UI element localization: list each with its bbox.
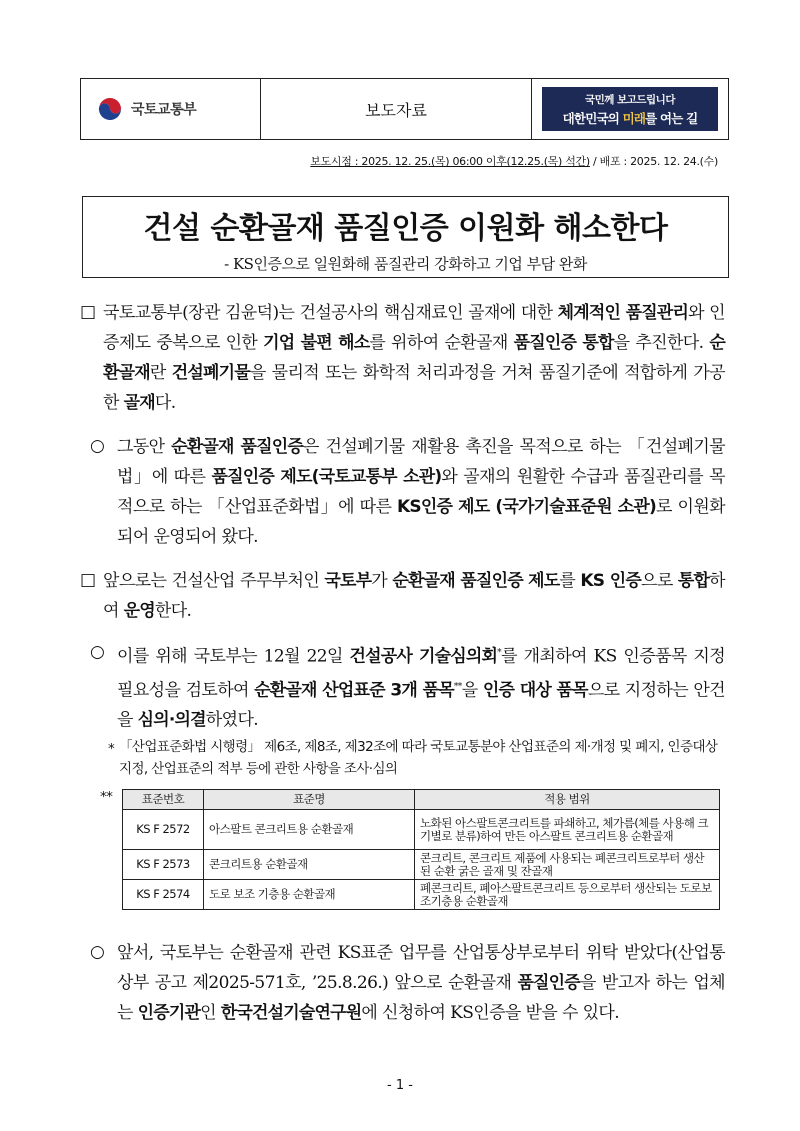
circle-bullet-icon: ○	[90, 642, 105, 662]
standards-table	[122, 789, 720, 910]
press-header	[80, 78, 729, 140]
page-number: - 1 -	[387, 1078, 413, 1093]
table-row	[123, 850, 720, 880]
standard-scope: 폐콘크리트, 폐아스팔트콘크리트 등으로부터 생산되는 도로보조기층용 순환골재	[415, 880, 720, 910]
circle-bullet-icon: ○	[90, 436, 105, 456]
table-row	[123, 880, 720, 910]
doc-type: 보도자료	[365, 100, 427, 120]
dateline: 보도시점 : 2025. 12. 25.(목) 06:00 이후(12.25.(목) 석간) / 배포 : 2025. 12. 24.(수)	[310, 155, 718, 168]
slogan-cell	[531, 79, 728, 139]
square-bullet-icon: □	[80, 570, 97, 590]
page-title: 건설 순환골재 품질인증 이원화 해소한다	[143, 211, 668, 246]
taegeuk-icon	[95, 94, 125, 124]
slogan-banner	[542, 87, 718, 131]
paragraph-5: 앞서, 국토부는 순환골재 관련 KS표준 업무를 산업통상부로부터 위탁 받았다(산업통상부 공고 제2025-571호, ’25.8.26.) 앞으로 순환골재 품질인증을 받고자 하는 업체는 인증기관인 한국건설기술연구원에 신청하여 KS인증을 받을 수 있다.	[117, 943, 725, 1023]
paragraph-3: 앞으로는 건설산업 주무부처인 국토부가 순환골재 품질인증 제도를 KS 인증으로 통합하여 운영한다.	[103, 571, 725, 621]
circle-bullet-icon: ○	[90, 942, 105, 962]
standard-name: 아스팔트 콘크리트용 순환골재	[204, 810, 415, 850]
ministry-logo	[81, 79, 261, 139]
col-header: 적용 범위	[415, 790, 720, 810]
embargo-time: 보도시점 : 2025. 12. 25.(목) 06:00 이후(12.25.(목) 석간)	[310, 155, 590, 168]
title-box	[82, 196, 729, 278]
footnote-star-mark: *	[108, 741, 115, 757]
standard-number: KS F 2572	[123, 810, 204, 850]
square-bullet-icon: □	[80, 302, 97, 322]
page-subtitle: - KS인증으로 일원화해 품질관리 강화하고 기업 부담 완화	[224, 255, 587, 273]
table-header-row	[123, 790, 720, 810]
standard-scope: 콘크리트, 콘크리트 제품에 사용되는 폐콘크리트로부터 생산된 순환 굵은 골재 및 잔골재	[415, 850, 720, 880]
banner-line1: 국민께 보고드립니다	[585, 93, 675, 106]
ministry-name: 국토교통부	[131, 102, 197, 118]
paragraph-2: 그동안 순환골재 품질인증은 건설폐기물 재활용 촉진을 목적으로 하는 「건설폐기물법」에 따른 품질인증 제도(국토교통부 소관)와 골재의 원활한 수급과 품질관리를 목적으로 하는 「산업표준화법」에 따른 KS인증 제도 (국가기술표준원 소관)로 이원화되어 운영되어 왔다.	[117, 437, 726, 547]
footnote-dstar-mark: **	[100, 789, 113, 805]
banner-line2: 대한민국의 미래를 여는 길	[562, 110, 698, 126]
standard-name: 콘크리트용 순환골재	[204, 850, 415, 880]
distribution-date: 배포 : 2025. 12. 24.(수)	[599, 155, 718, 168]
standard-name: 도로 보조 기층용 순환골재	[204, 880, 415, 910]
standard-number: KS F 2573	[123, 850, 204, 880]
standard-number: KS F 2574	[123, 880, 204, 910]
paragraph-1: 국토교통부(장관 김윤덕)는 건설공사의 핵심재료인 골재에 대한 체계적인 품질관리와 인증제도 중복으로 인한 기업 불편 해소를 위하여 순환골재 품질인증 통합을 추진한다. 순환골재란 건설폐기물을 물리적 또는 화학적 처리과정을 거쳐 품질기준에 적합하게 가공한 골재다.	[103, 303, 725, 413]
paragraph-4: 이를 위해 국토부는 12월 22일 건설공사 기술심의회*를 개최하여 KS 인증품목 지정 필요성을 검토하여 순환골재 산업표준 3개 품목**을 인증 대상 품목으로 지정하는 안건을 심의·의결하였다.	[117, 646, 726, 731]
table-row	[123, 810, 720, 850]
col-header: 표준번호	[123, 790, 204, 810]
col-header: 표준명	[204, 790, 415, 810]
footnote-star: 「산업표준화법 시행령」 제6조, 제8조, 제32조에 따라 국토교통분야 산업표준의 제·개정 및 폐지, 인증대상 지정, 산업표준의 적부 등에 관한 사항을 조사·심의	[119, 739, 718, 777]
standard-scope: 노화된 아스팔트콘크리트를 파쇄하고, 체가름(체를 사용해 크기별로 분류)하여 만든 아스팔트 콘크리트용 순환골재	[415, 810, 720, 850]
